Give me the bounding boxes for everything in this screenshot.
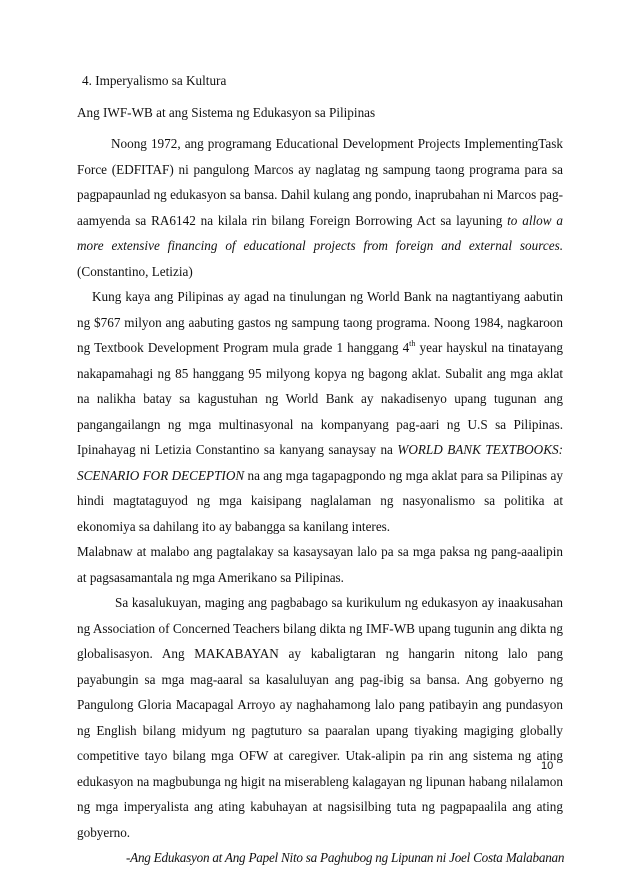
- paragraph-2-part3: na ang mga tagapagpondo ng mga aklat para sa Pilipinas ay hindi magtataguyod ng mga kaisipang naglalaman ng nasyonalismo sa politika at ekonomiya sa dahilang ito ay babangga sa kanilang interes.: [77, 467, 563, 534]
- paragraph-2-part2: year hayskul na tinatayang nakapamahagi ng 85 hanggang 95 milyong kopya ng bagong aklat. Subalit ang mga aklat na nalikha batay sa kagustuhan ng World Bank ay nakadisenyo upang tugunan ang pangangailangn ng mga multinasyonal na kompanyang pag-aari ng U.S sa Pilipinas. Ipinahayag ni Letizia Constantino sa kanyang sanaysay na: [77, 340, 564, 457]
- paragraph-2: [77, 284, 563, 539]
- ordinal-superscript: th: [409, 339, 416, 348]
- paragraph-2-italic-title: WORLD BANK TEXTBOOKS: SCENARIO FOR DECEPTION: [77, 442, 563, 483]
- document-body: [77, 68, 563, 871]
- paragraph-3: Malabnaw at malabo ang pagtalakay sa kasaysayan lalo pa sa mga paksa ng pang-aaalipin at pagsasamantala ng mga Amerikano sa Pilipinas.: [77, 544, 563, 585]
- section-subheading: Ang IWF-WB at ang Sistema ng Edukasyon sa Pilipinas: [77, 104, 376, 120]
- paragraph-1-citation: (Constantino, Letizia): [77, 263, 193, 279]
- paragraph-1: [77, 131, 563, 284]
- source-attribution: -Ang Edukasyon at Ang Papel Nito sa Paghubog ng Lipunan ni Joel Costa Malabanan: [126, 850, 565, 865]
- page-number: 10: [541, 760, 554, 772]
- paragraph-1-text: Noong 1972, ang programang Educational Development Projects ImplementingTask Force (EDFITAF) ni pangulong Marcos ay naglatag ng sampung taong programa para sa pagpapaunlad ng edukasyon sa bansa. Dahil kulang ang pondo, inaprubahan ni Marcos pag-aamyenda sa RA6142 na kilala rin bilang Foreign Borrowing Act sa layuning: [77, 136, 563, 228]
- section-heading: 4. Imperyalismo sa Kultura: [82, 73, 227, 88]
- paragraph-1-italic: to allow a more extensive financing of educational projects from foreign and external sources.: [77, 212, 563, 253]
- paragraph-4: Sa kasalukuyan, maging ang pagbabago sa kurikulum ng edukasyon ay inaakusahan ng Association of Concerned Teachers bilang dikta ng IMF-WB upang tugunin ang dikta ng globalisasyon. Ang MAKABAYAN ay kabaligtaran ng hangarin nitong lalo pang payabungin sa mga mag-aaral sa kasaluluyan ang pag-ibig sa bansa. Ang gobyerno ng Pangulong Gloria Macapagal Arroyo ay naghahamong lalo pang patibayin ang pundasyon ng English bilang midyum ng pagtuturo sa paaralan upang tiyaking magiging globally competitive tayo bilang mga OFW at caregiver. Utak-alipin pa rin ang sistema ng ating edukasyon na magbubunga ng higit na miserableng kalagayan ng lipunan habang nilalamon ng mga imperyalista ang ating kabuhayan at nagsisilbing tuta ng pagpapaalila ang ating gobyerno.: [77, 595, 563, 840]
- paragraph-2-part1: Kung kaya ang Pilipinas ay agad na tinulungan ng World Bank na nagtantiyang aabutin ng $767 milyon ang aabuting gastos ng sampung taong programa. Noong 1984, nagkaroon ng Textbook Development Program mula grade 1 hanggang 4: [77, 289, 563, 355]
